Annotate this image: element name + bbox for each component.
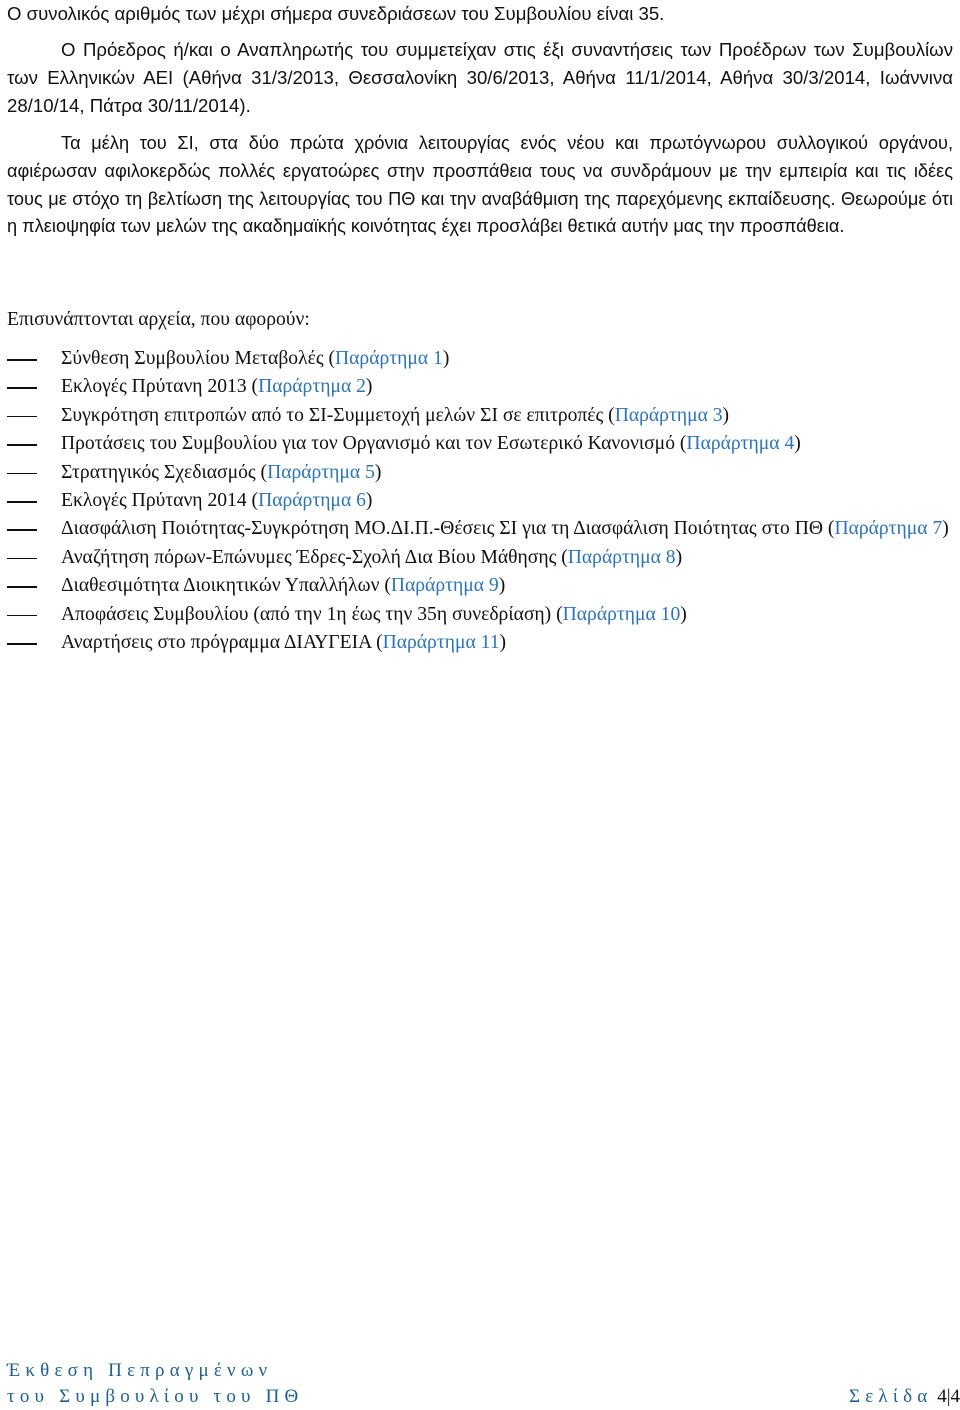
appendix-link[interactable]: Παράρτημα 6 xyxy=(258,490,366,512)
page-label: Σελίδα xyxy=(848,1386,933,1407)
dash-bullet-icon xyxy=(7,643,37,645)
page-number: 4 xyxy=(937,1386,947,1407)
attachment-close: ) xyxy=(365,376,373,398)
dash-bullet-icon xyxy=(7,444,37,446)
paragraph-members-effort: Τα μέλη του ΣΙ, στα δύο πρώτα χρόνια λειτουργίας ενός νέου και πρωτόγνωρου συλλογικού οργάνου, αφιέρωσαν αφιλοκερδώς πολλές εργατοώρες στην προσπάθεια τους να συνδράμουν με την εμπειρία και τις ιδέες τους με στόχο τη βελτίωση της λειτουργίας του ΠΘ και την αναβάθμιση της παρεχόμενης εκπαίδευσης. Θεωρούμε ότι η πλειοψηφία των μελών της ακαδημαϊκής κοινότητας έχει προσλάβει θετικά αυτήν μας την προσπάθεια. xyxy=(7,133,953,237)
list-item xyxy=(7,629,953,657)
dash-bullet-icon xyxy=(7,529,37,531)
attachment-text: Αναρτήσεις στο πρόγραμμα ΔΙΑΥΓΕΙΑ ( xyxy=(61,632,383,654)
attachment-close: ) xyxy=(675,546,683,568)
attachment-text: Αποφάσεις Συμβουλίου (από την 1η έως την 35η συνεδρίαση) ( xyxy=(61,603,563,625)
attachment-text: Εκλογές Πρύτανη 2014 ( xyxy=(61,490,259,512)
appendix-link[interactable]: Παράρτημα 3 xyxy=(614,404,723,426)
dash-bullet-icon xyxy=(7,501,37,503)
dash-bullet-icon xyxy=(7,558,37,560)
total-pages: 4 xyxy=(950,1386,960,1407)
attachment-text: Σύνθεση Συμβουλίου Μεταβολές ( xyxy=(61,348,335,369)
attachment-close: ) xyxy=(499,632,507,654)
appendix-link[interactable]: Παράρτημα 9 xyxy=(390,575,499,597)
dash-bullet-icon xyxy=(7,473,37,475)
attachment-text: Στρατηγικός Σχεδιασμός ( xyxy=(61,461,268,483)
attachments-intro: Επισυνάπτονται αρχεία, που αφορούν: xyxy=(7,309,310,330)
list-item xyxy=(7,515,953,543)
footer-page-indicator xyxy=(849,1386,960,1408)
list-item xyxy=(7,601,953,629)
dash-bullet-icon xyxy=(7,615,37,617)
attachment-close: ) xyxy=(374,461,382,483)
attachment-close: ) xyxy=(722,404,730,426)
attachment-close: ) xyxy=(365,490,373,512)
attachment-text: Διασφάλιση Ποιότητας-Συγκρότηση ΜΟ.ΔΙ.Π.-Θέσεις ΣΙ για τη Διασφάλιση Ποιότητας στο ΠΘ ( xyxy=(61,518,835,540)
list-item xyxy=(7,430,953,458)
dash-bullet-icon xyxy=(7,416,37,418)
list-item xyxy=(7,402,953,430)
attachment-text: Διαθεσιμότητα Διοικητικών Υπαλλήλων ( xyxy=(61,575,391,597)
list-item xyxy=(7,572,953,600)
list-item xyxy=(7,487,953,515)
attachment-close: ) xyxy=(442,348,450,369)
list-item xyxy=(7,345,953,373)
appendix-link[interactable]: Παράρτημα 5 xyxy=(267,461,375,483)
list-item xyxy=(7,373,953,401)
list-item xyxy=(7,459,953,487)
attachment-close: ) xyxy=(942,518,949,540)
attachment-close: ) xyxy=(680,603,687,625)
dash-bullet-icon xyxy=(7,586,37,588)
dash-bullet-icon xyxy=(7,387,37,389)
attachment-text: Συγκρότηση επιτροπών από το ΣΙ-Συμμετοχή μελών ΣΙ σε επιτροπές ( xyxy=(61,404,615,426)
attachment-text: Προτάσεις του Συμβουλίου για τον Οργανισμό και τον Εσωτερικό Κανονισμό ( xyxy=(61,433,687,455)
attachment-text: Εκλογές Πρύτανη 2013 ( xyxy=(61,376,259,398)
appendix-link[interactable]: Παράρτημα 2 xyxy=(258,376,366,398)
page-separator: | xyxy=(946,1386,951,1407)
appendix-link[interactable]: Παράρτημα 11 xyxy=(382,632,500,654)
attachment-close: ) xyxy=(498,575,506,597)
attachment-close: ) xyxy=(794,433,801,455)
footer-report-title: Έκθεση Πεπραγμένων xyxy=(7,1360,273,1381)
appendix-link[interactable]: Παράρτημα 1 xyxy=(335,348,443,369)
list-item xyxy=(7,544,953,572)
footer-council-name: του Συμβουλίου του ΠΘ xyxy=(7,1386,304,1407)
document-page xyxy=(7,0,953,1410)
appendix-link[interactable]: Παράρτημα 7 xyxy=(834,518,943,540)
attachments-list xyxy=(7,345,953,657)
appendix-link[interactable]: Παράρτημα 10 xyxy=(562,603,681,625)
dash-bullet-icon xyxy=(7,359,37,361)
attachment-text: Αναζήτηση πόρων-Επώνυμες Έδρες-Σχολή Δια Βίου Μάθησης ( xyxy=(61,546,568,568)
appendix-link[interactable]: Παράρτημα 8 xyxy=(567,546,676,568)
paragraph-meetings-count: Ο συνολικός αριθμός των μέχρι σήμερα συνεδριάσεων του Συμβουλίου είναι 35. xyxy=(7,3,665,24)
paragraph-president-meetings: Ο Πρόεδρος ή/και ο Αναπληρωτής του συμμετείχαν στις έξι συναντήσεις των Προέδρων των Συμβουλίων των Ελληνικών ΑΕΙ (Αθήνα 31/3/2013, Θεσσαλονίκη 30/6/2013, Αθήνα 11/1/2014, Αθήνα 30/3/2014, Ιωάννινα 28/10/14, Πάτρα 30/11/2014). xyxy=(7,39,953,116)
appendix-link[interactable]: Παράρτημα 4 xyxy=(686,433,795,455)
